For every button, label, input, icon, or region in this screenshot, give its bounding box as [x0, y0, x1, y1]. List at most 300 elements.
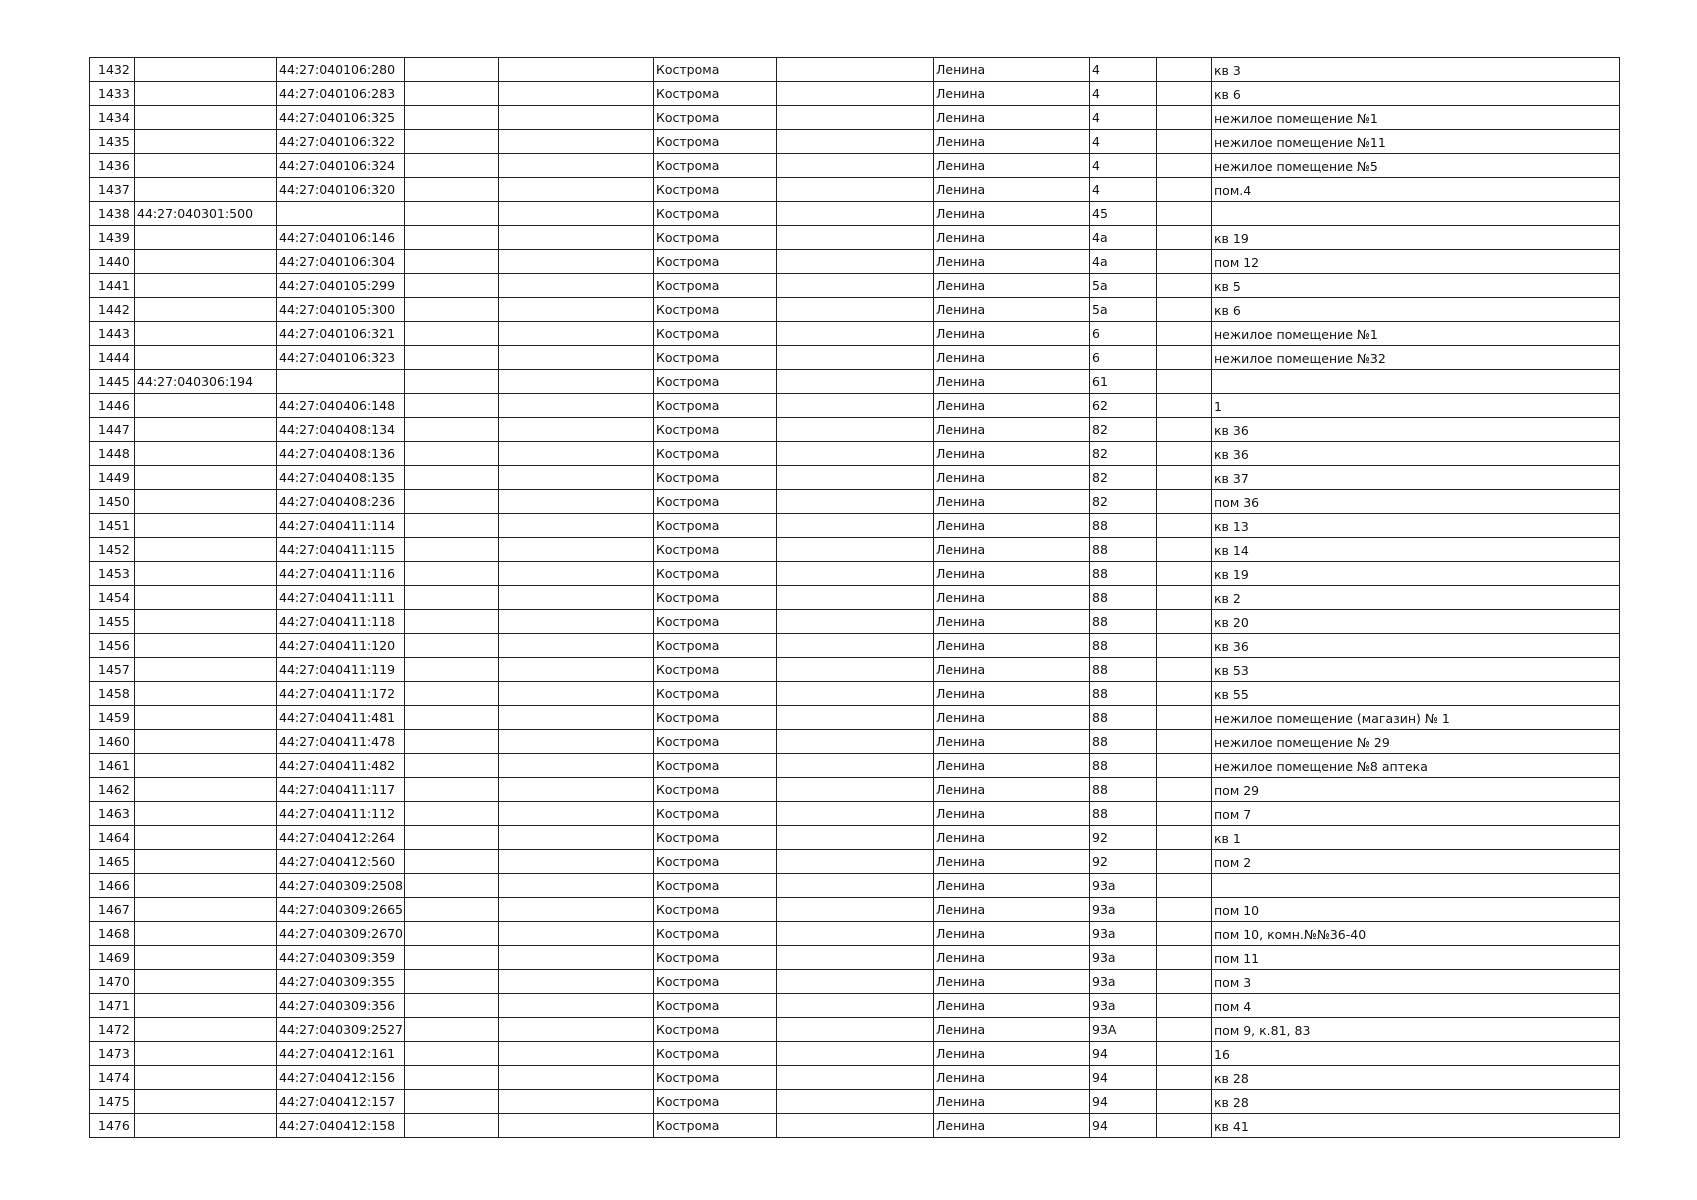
row-number-cell: 1441 — [90, 274, 135, 298]
empty-cell — [1157, 778, 1212, 802]
empty-cell — [499, 298, 654, 322]
empty-cell — [1157, 490, 1212, 514]
table-row — [90, 394, 1620, 418]
empty-cell — [499, 706, 654, 730]
empty-cell — [499, 850, 654, 874]
empty-cell — [499, 610, 654, 634]
empty-cell — [777, 610, 934, 634]
city-cell: Кострома — [654, 802, 777, 826]
land-cadastral-number-cell — [135, 778, 277, 802]
land-cadastral-number-cell — [135, 394, 277, 418]
empty-cell — [777, 730, 934, 754]
empty-cell — [1157, 466, 1212, 490]
street-cell: Ленина — [934, 946, 1090, 970]
table-row — [90, 1090, 1620, 1114]
row-number-cell: 1440 — [90, 250, 135, 274]
empty-cell — [777, 370, 934, 394]
cadastral-number-cell: 44:27:040408:135 — [277, 466, 405, 490]
land-cadastral-number-cell — [135, 178, 277, 202]
cadastral-number-cell: 44:27:040411:482 — [277, 754, 405, 778]
row-number-cell: 1470 — [90, 970, 135, 994]
premises-note-cell: пом 10 — [1212, 898, 1620, 922]
land-cadastral-number-cell — [135, 1114, 277, 1138]
house-number-cell: 82 — [1090, 418, 1157, 442]
house-number-cell: 6 — [1090, 322, 1157, 346]
table-row — [90, 754, 1620, 778]
row-number-cell: 1446 — [90, 394, 135, 418]
city-cell: Кострома — [654, 418, 777, 442]
house-number-cell: 88 — [1090, 610, 1157, 634]
premises-note-cell: кв 6 — [1212, 82, 1620, 106]
row-number-cell: 1445 — [90, 370, 135, 394]
house-number-cell: 88 — [1090, 682, 1157, 706]
empty-cell — [405, 730, 499, 754]
cadastral-number-cell: 44:27:040412:264 — [277, 826, 405, 850]
cadastral-number-cell: 44:27:040106:320 — [277, 178, 405, 202]
table-row — [90, 850, 1620, 874]
table-row — [90, 994, 1620, 1018]
empty-cell — [499, 394, 654, 418]
empty-cell — [499, 178, 654, 202]
land-cadastral-number-cell — [135, 826, 277, 850]
premises-note-cell — [1212, 874, 1620, 898]
house-number-cell: 94 — [1090, 1066, 1157, 1090]
empty-cell — [405, 1018, 499, 1042]
row-number-cell: 1469 — [90, 946, 135, 970]
land-cadastral-number-cell — [135, 754, 277, 778]
house-number-cell: 61 — [1090, 370, 1157, 394]
row-number-cell: 1472 — [90, 1018, 135, 1042]
premises-note-cell: кв 36 — [1212, 418, 1620, 442]
house-number-cell: 88 — [1090, 754, 1157, 778]
house-number-cell: 93а — [1090, 898, 1157, 922]
land-cadastral-number-cell — [135, 946, 277, 970]
land-cadastral-number-cell — [135, 106, 277, 130]
empty-cell — [1157, 970, 1212, 994]
row-number-cell: 1467 — [90, 898, 135, 922]
city-cell: Кострома — [654, 202, 777, 226]
land-cadastral-number-cell — [135, 970, 277, 994]
cadastral-number-cell: 44:27:040412:157 — [277, 1090, 405, 1114]
empty-cell — [405, 898, 499, 922]
cadastral-number-cell: 44:27:040411:116 — [277, 562, 405, 586]
land-cadastral-number-cell — [135, 154, 277, 178]
street-cell: Ленина — [934, 58, 1090, 82]
premises-note-cell: пом 12 — [1212, 250, 1620, 274]
empty-cell — [405, 298, 499, 322]
land-cadastral-number-cell: 44:27:040301:500 — [135, 202, 277, 226]
land-cadastral-number-cell — [135, 922, 277, 946]
empty-cell — [777, 946, 934, 970]
city-cell: Кострома — [654, 970, 777, 994]
empty-cell — [499, 634, 654, 658]
city-cell: Кострома — [654, 154, 777, 178]
street-cell: Ленина — [934, 274, 1090, 298]
empty-cell — [1157, 58, 1212, 82]
empty-cell — [405, 1114, 499, 1138]
city-cell: Кострома — [654, 778, 777, 802]
cadastral-number-cell: 44:27:040106:283 — [277, 82, 405, 106]
empty-cell — [777, 274, 934, 298]
table-row — [90, 58, 1620, 82]
house-number-cell: 88 — [1090, 706, 1157, 730]
empty-cell — [1157, 442, 1212, 466]
empty-cell — [777, 346, 934, 370]
empty-cell — [405, 274, 499, 298]
land-cadastral-number-cell — [135, 586, 277, 610]
table-row — [90, 370, 1620, 394]
empty-cell — [1157, 82, 1212, 106]
empty-cell — [777, 1066, 934, 1090]
row-number-cell: 1449 — [90, 466, 135, 490]
empty-cell — [777, 250, 934, 274]
cadastral-number-cell: 44:27:040411:115 — [277, 538, 405, 562]
empty-cell — [777, 1114, 934, 1138]
cadastral-number-cell: 44:27:040106:324 — [277, 154, 405, 178]
premises-note-cell: нежилое помещение №8 аптека — [1212, 754, 1620, 778]
empty-cell — [1157, 946, 1212, 970]
city-cell: Кострома — [654, 490, 777, 514]
empty-cell — [499, 1090, 654, 1114]
empty-cell — [405, 322, 499, 346]
cadastral-number-cell: 44:27:040406:148 — [277, 394, 405, 418]
street-cell: Ленина — [934, 346, 1090, 370]
premises-note-cell: кв 53 — [1212, 658, 1620, 682]
house-number-cell: 94 — [1090, 1090, 1157, 1114]
empty-cell — [405, 514, 499, 538]
empty-cell — [499, 130, 654, 154]
empty-cell — [777, 922, 934, 946]
cadastral-number-cell: 44:27:040411:114 — [277, 514, 405, 538]
empty-cell — [405, 370, 499, 394]
cadastral-number-cell: 44:27:040309:356 — [277, 994, 405, 1018]
land-cadastral-number-cell — [135, 730, 277, 754]
table-row — [90, 778, 1620, 802]
empty-cell — [405, 754, 499, 778]
land-cadastral-number-cell — [135, 274, 277, 298]
empty-cell — [499, 1018, 654, 1042]
street-cell: Ленина — [934, 130, 1090, 154]
premises-note-cell: кв 19 — [1212, 562, 1620, 586]
cadastral-number-cell: 44:27:040105:299 — [277, 274, 405, 298]
empty-cell — [405, 346, 499, 370]
empty-cell — [499, 466, 654, 490]
street-cell: Ленина — [934, 1114, 1090, 1138]
house-number-cell: 88 — [1090, 538, 1157, 562]
premises-note-cell: пом 4 — [1212, 994, 1620, 1018]
city-cell: Кострома — [654, 586, 777, 610]
row-number-cell: 1460 — [90, 730, 135, 754]
street-cell: Ленина — [934, 322, 1090, 346]
cadastral-number-cell: 44:27:040105:300 — [277, 298, 405, 322]
table-row — [90, 442, 1620, 466]
empty-cell — [1157, 1066, 1212, 1090]
premises-note-cell: кв 19 — [1212, 226, 1620, 250]
city-cell: Кострома — [654, 730, 777, 754]
table-row — [90, 82, 1620, 106]
empty-cell — [405, 250, 499, 274]
empty-cell — [499, 82, 654, 106]
land-cadastral-number-cell — [135, 634, 277, 658]
premises-note-cell: нежилое помещение (магазин) № 1 — [1212, 706, 1620, 730]
empty-cell — [1157, 538, 1212, 562]
city-cell: Кострома — [654, 1042, 777, 1066]
cadastral-number-cell — [277, 370, 405, 394]
city-cell: Кострома — [654, 634, 777, 658]
empty-cell — [405, 1066, 499, 1090]
empty-cell — [499, 322, 654, 346]
land-cadastral-number-cell — [135, 82, 277, 106]
empty-cell — [777, 514, 934, 538]
city-cell: Кострома — [654, 1018, 777, 1042]
city-cell: Кострома — [654, 226, 777, 250]
street-cell: Ленина — [934, 202, 1090, 226]
table-row — [90, 130, 1620, 154]
table-row — [90, 922, 1620, 946]
table-row — [90, 730, 1620, 754]
house-number-cell: 93а — [1090, 946, 1157, 970]
city-cell: Кострома — [654, 826, 777, 850]
house-number-cell: 93а — [1090, 970, 1157, 994]
table-row — [90, 178, 1620, 202]
house-number-cell: 88 — [1090, 658, 1157, 682]
house-number-cell: 88 — [1090, 802, 1157, 826]
empty-cell — [777, 754, 934, 778]
premises-note-cell: 16 — [1212, 1042, 1620, 1066]
city-cell: Кострома — [654, 1066, 777, 1090]
house-number-cell: 88 — [1090, 514, 1157, 538]
city-cell: Кострома — [654, 562, 777, 586]
street-cell: Ленина — [934, 154, 1090, 178]
city-cell: Кострома — [654, 82, 777, 106]
cadastral-number-cell: 44:27:040408:236 — [277, 490, 405, 514]
street-cell: Ленина — [934, 610, 1090, 634]
empty-cell — [777, 658, 934, 682]
empty-cell — [1157, 922, 1212, 946]
row-number-cell: 1457 — [90, 658, 135, 682]
empty-cell — [777, 1090, 934, 1114]
cadastral-number-cell: 44:27:040106:304 — [277, 250, 405, 274]
row-number-cell: 1475 — [90, 1090, 135, 1114]
row-number-cell: 1443 — [90, 322, 135, 346]
house-number-cell: 93а — [1090, 922, 1157, 946]
city-cell: Кострома — [654, 898, 777, 922]
city-cell: Кострома — [654, 706, 777, 730]
property-table — [89, 57, 1620, 1138]
house-number-cell: 62 — [1090, 394, 1157, 418]
table-row — [90, 274, 1620, 298]
premises-note-cell: кв 14 — [1212, 538, 1620, 562]
table-row — [90, 1042, 1620, 1066]
premises-note-cell: кв 36 — [1212, 442, 1620, 466]
cadastral-number-cell: 44:27:040106:322 — [277, 130, 405, 154]
empty-cell — [777, 1042, 934, 1066]
empty-cell — [1157, 1114, 1212, 1138]
city-cell: Кострома — [654, 346, 777, 370]
city-cell: Кострома — [654, 178, 777, 202]
empty-cell — [499, 1114, 654, 1138]
house-number-cell: 4 — [1090, 130, 1157, 154]
empty-cell — [777, 706, 934, 730]
house-number-cell: 94 — [1090, 1114, 1157, 1138]
empty-cell — [405, 922, 499, 946]
premises-note-cell: нежилое помещение №11 — [1212, 130, 1620, 154]
empty-cell — [499, 682, 654, 706]
land-cadastral-number-cell — [135, 1018, 277, 1042]
empty-cell — [777, 826, 934, 850]
empty-cell — [777, 634, 934, 658]
premises-note-cell: кв 3 — [1212, 58, 1620, 82]
row-number-cell: 1474 — [90, 1066, 135, 1090]
row-number-cell: 1437 — [90, 178, 135, 202]
empty-cell — [777, 1018, 934, 1042]
premises-note-cell: пом 29 — [1212, 778, 1620, 802]
cadastral-number-cell: 44:27:040106:321 — [277, 322, 405, 346]
house-number-cell: 93А — [1090, 1018, 1157, 1042]
empty-cell — [1157, 1090, 1212, 1114]
city-cell: Кострома — [654, 538, 777, 562]
city-cell: Кострома — [654, 250, 777, 274]
premises-note-cell: кв 36 — [1212, 634, 1620, 658]
cadastral-number-cell: 44:27:040309:2670 — [277, 922, 405, 946]
empty-cell — [1157, 706, 1212, 730]
land-cadastral-number-cell — [135, 298, 277, 322]
empty-cell — [499, 778, 654, 802]
city-cell: Кострома — [654, 682, 777, 706]
land-cadastral-number-cell — [135, 1042, 277, 1066]
empty-cell — [405, 1042, 499, 1066]
row-number-cell: 1476 — [90, 1114, 135, 1138]
empty-cell — [499, 154, 654, 178]
house-number-cell: 4 — [1090, 154, 1157, 178]
empty-cell — [1157, 850, 1212, 874]
land-cadastral-number-cell — [135, 466, 277, 490]
premises-note-cell: нежилое помещение №1 — [1212, 106, 1620, 130]
empty-cell — [777, 130, 934, 154]
cadastral-number-cell: 44:27:040411:478 — [277, 730, 405, 754]
empty-cell — [405, 442, 499, 466]
house-number-cell: 82 — [1090, 442, 1157, 466]
empty-cell — [777, 466, 934, 490]
house-number-cell: 88 — [1090, 586, 1157, 610]
empty-cell — [405, 154, 499, 178]
cadastral-number-cell: 44:27:040106:280 — [277, 58, 405, 82]
empty-cell — [405, 826, 499, 850]
premises-note-cell: кв 1 — [1212, 826, 1620, 850]
table-row — [90, 250, 1620, 274]
empty-cell — [1157, 874, 1212, 898]
land-cadastral-number-cell: 44:27:040306:194 — [135, 370, 277, 394]
house-number-cell: 88 — [1090, 634, 1157, 658]
street-cell: Ленина — [934, 562, 1090, 586]
city-cell: Кострома — [654, 922, 777, 946]
empty-cell — [405, 490, 499, 514]
land-cadastral-number-cell — [135, 130, 277, 154]
street-cell: Ленина — [934, 1090, 1090, 1114]
row-number-cell: 1464 — [90, 826, 135, 850]
empty-cell — [405, 778, 499, 802]
city-cell: Кострома — [654, 322, 777, 346]
empty-cell — [1157, 346, 1212, 370]
empty-cell — [1157, 106, 1212, 130]
cadastral-number-cell: 44:27:040106:323 — [277, 346, 405, 370]
empty-cell — [1157, 1018, 1212, 1042]
empty-cell — [499, 442, 654, 466]
premises-note-cell: нежилое помещение № 29 — [1212, 730, 1620, 754]
city-cell: Кострома — [654, 994, 777, 1018]
empty-cell — [777, 562, 934, 586]
cadastral-number-cell: 44:27:040411:119 — [277, 658, 405, 682]
row-number-cell: 1463 — [90, 802, 135, 826]
empty-cell — [499, 1066, 654, 1090]
street-cell: Ленина — [934, 922, 1090, 946]
empty-cell — [405, 682, 499, 706]
premises-note-cell: кв 55 — [1212, 682, 1620, 706]
street-cell: Ленина — [934, 106, 1090, 130]
street-cell: Ленина — [934, 82, 1090, 106]
house-number-cell: 5а — [1090, 298, 1157, 322]
row-number-cell: 1454 — [90, 586, 135, 610]
empty-cell — [1157, 826, 1212, 850]
empty-cell — [1157, 730, 1212, 754]
empty-cell — [499, 274, 654, 298]
empty-cell — [499, 1042, 654, 1066]
cadastral-number-cell: 44:27:040411:120 — [277, 634, 405, 658]
premises-note-cell — [1212, 202, 1620, 226]
premises-note-cell — [1212, 370, 1620, 394]
empty-cell — [777, 490, 934, 514]
premises-note-cell: кв 6 — [1212, 298, 1620, 322]
empty-cell — [777, 898, 934, 922]
row-number-cell: 1450 — [90, 490, 135, 514]
house-number-cell: 4а — [1090, 226, 1157, 250]
empty-cell — [499, 418, 654, 442]
empty-cell — [405, 802, 499, 826]
street-cell: Ленина — [934, 778, 1090, 802]
cadastral-number-cell — [277, 202, 405, 226]
empty-cell — [499, 802, 654, 826]
city-cell: Кострома — [654, 442, 777, 466]
empty-cell — [1157, 298, 1212, 322]
empty-cell — [777, 226, 934, 250]
table-row — [90, 1114, 1620, 1138]
row-number-cell: 1466 — [90, 874, 135, 898]
row-number-cell: 1462 — [90, 778, 135, 802]
empty-cell — [1157, 586, 1212, 610]
cadastral-number-cell: 44:27:040411:117 — [277, 778, 405, 802]
land-cadastral-number-cell — [135, 850, 277, 874]
premises-note-cell: кв 5 — [1212, 274, 1620, 298]
empty-cell — [405, 706, 499, 730]
empty-cell — [499, 202, 654, 226]
house-number-cell: 6 — [1090, 346, 1157, 370]
table-row — [90, 586, 1620, 610]
street-cell: Ленина — [934, 370, 1090, 394]
table-row — [90, 466, 1620, 490]
table-row — [90, 682, 1620, 706]
empty-cell — [405, 466, 499, 490]
table-body — [90, 58, 1620, 1138]
street-cell: Ленина — [934, 1018, 1090, 1042]
street-cell: Ленина — [934, 658, 1090, 682]
premises-note-cell: пом 36 — [1212, 490, 1620, 514]
table-row — [90, 898, 1620, 922]
empty-cell — [499, 346, 654, 370]
table-row — [90, 1066, 1620, 1090]
city-cell: Кострома — [654, 1090, 777, 1114]
table-row — [90, 610, 1620, 634]
house-number-cell: 5а — [1090, 274, 1157, 298]
